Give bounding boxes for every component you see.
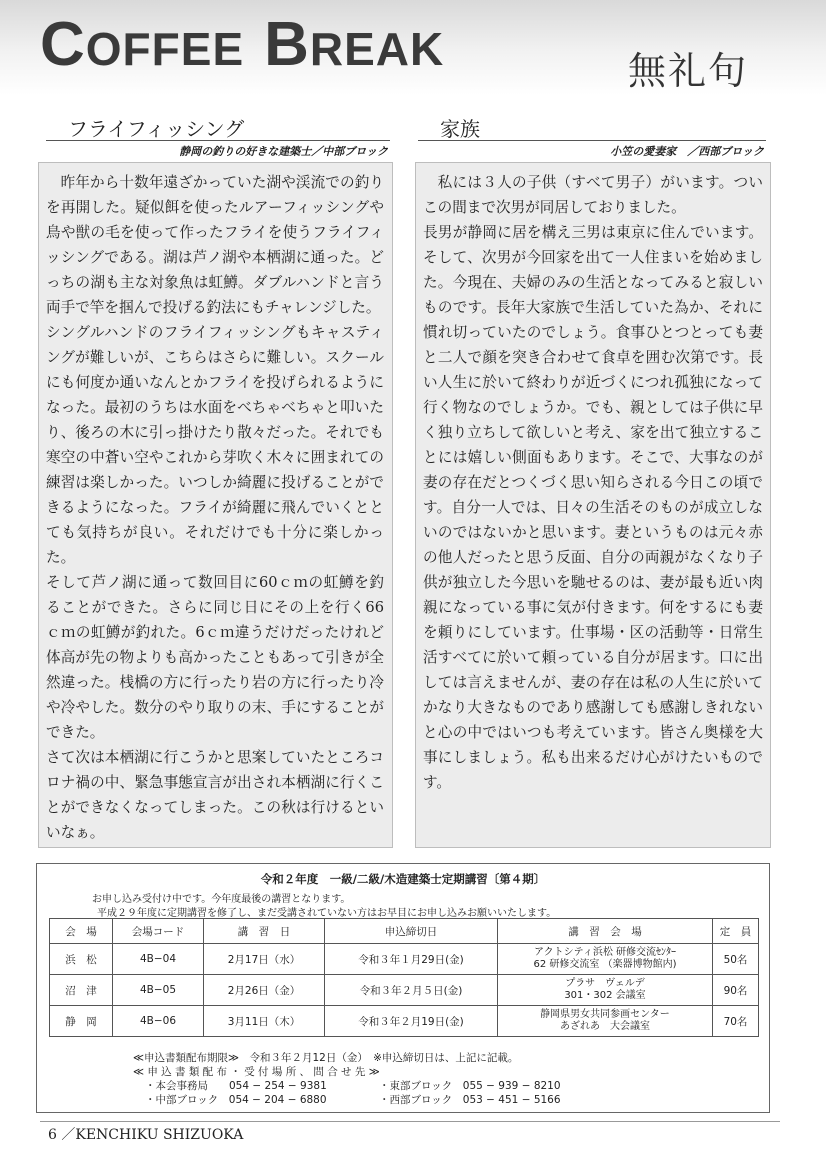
cell-session-date: 3月11日（木） — [204, 1006, 325, 1037]
contact-central-block — [145, 1092, 327, 1107]
table-header-row — [50, 919, 759, 944]
header-venue-code: 会場コード — [113, 919, 204, 944]
table-row — [50, 1006, 759, 1037]
contact-name: ・中部ブロック — [145, 1094, 219, 1106]
contact-name: ・西部ブロック — [379, 1094, 453, 1106]
header-capacity: 定 員 — [713, 919, 759, 944]
brand-word-reak: REAK — [309, 23, 445, 75]
right-title-rule — [418, 140, 766, 141]
header-venue-city: 会 場 — [50, 919, 113, 944]
cell-deadline: 令和３年２月19日(金) — [325, 1006, 498, 1037]
notice-line-2: 平成２９年度に定期講習を修了し、まだ受講されていない方はお早目にお申し込みお願いいたします。 — [97, 908, 557, 919]
contact-name: ・東部ブロック — [379, 1080, 453, 1092]
contact-tel: 055 − 939 − 8210 — [462, 1080, 561, 1092]
distribution-period: ≪申込書類配布期限≫ 令和３年２月12日（金） ※申込締切日は、上記に記載。 — [133, 1052, 519, 1064]
cell-venue-code: 4B−05 — [113, 975, 204, 1006]
page-footer — [48, 1124, 243, 1144]
cell-capacity: 70名 — [713, 1006, 759, 1037]
coffee-break-logo — [40, 10, 445, 79]
contact-name: ・本会事務局 — [145, 1080, 208, 1092]
cell-venue-code: 4B−04 — [113, 944, 204, 975]
places-heading: ≪ 申 込 書 類 配 布 ・ 受 付 場 所 、 問 合 せ 先 ≫ — [133, 1066, 380, 1078]
notice-line-1: お申し込み受付け中です。今年度最後の講習となります。 — [92, 894, 351, 905]
brand-letter-c: C — [40, 10, 86, 79]
hall-line-1: 静岡県男女共同参画センター — [540, 1009, 670, 1020]
contact-east-block — [379, 1078, 561, 1093]
cell-deadline: 令和３年１月29日(金) — [325, 944, 498, 975]
page-header — [0, 0, 826, 95]
header-session-date: 講 習 日 — [204, 919, 325, 944]
contact-head-office — [145, 1078, 327, 1093]
left-paragraph-2: シングルハンドのフライフィッシングもキャスティングが難しいが、こちらはさらに難しい。スクールにも何度か通いなんとかフライを投げられるようになった。最初のうちは水面をべちゃべちゃと叩いたり、後ろの木に引っ掛けたり散々だった。それでも寒空の中蒼い空やこれから芽吹く木々に囲まれての練習は楽しかった。いつしか綺麗に投げることができるようになった。フライが綺麗に飛んでいくととても気持ちが良い。それだけでも十分に楽しかった。 — [46, 324, 384, 566]
left-paragraph-3: そして芦ノ湖に通って数回目に60ｃｍの虹鱒を釣ることができた。さらに同じ日にその上を行く66ｃｍの虹鱒が釣れた。6ｃｍ違うだけだったけれど体高が先の物よりも高かったこともあって引きが全然違った。桟橋の方に行ったり岩の方に行ったり冷や冷やした。数分のやり取りの末、手にすることができた。 — [46, 574, 384, 741]
seminar-notice — [36, 863, 770, 1113]
left-article-author: 静岡の釣りの好きな建築士／中部ブロック — [179, 145, 388, 158]
left-title-rule — [46, 140, 390, 141]
brand-letter-b: B — [264, 10, 310, 79]
cell-hall — [498, 944, 713, 975]
table-row — [50, 944, 759, 975]
right-article-body — [423, 170, 763, 795]
cell-venue-city: 浜 松 — [50, 944, 113, 975]
cell-venue-code: 4B−06 — [113, 1006, 204, 1037]
page-number: 6 — [48, 1127, 57, 1143]
hall-line-2: 62 研修交流室 （楽器博物館内) — [533, 959, 677, 970]
left-article-body — [46, 170, 384, 845]
cell-venue-city: 静 岡 — [50, 1006, 113, 1037]
hall-line-2: あざれあ 大会議室 — [560, 1021, 650, 1032]
hall-line-2: 301・302 会議室 — [564, 990, 646, 1001]
contact-tel: 054 − 204 − 6880 — [228, 1094, 327, 1106]
cell-session-date: 2月26日（金） — [204, 975, 325, 1006]
table-row — [50, 975, 759, 1006]
cell-capacity: 50名 — [713, 944, 759, 975]
contact-west-block — [379, 1092, 561, 1107]
cell-hall — [498, 975, 713, 1006]
cell-hall — [498, 1006, 713, 1037]
contact-tel: 054 − 254 − 9381 — [229, 1080, 327, 1092]
right-article-author: 小笠の愛妻家 ／西部ブロック — [610, 145, 764, 158]
left-paragraph-1: 昨年から十数年遠ざかっていた湖や渓流での釣りを再開した。疑似餌を使ったルアーフィッシングや鳥や獣の毛を使って作ったフライを使うフライフィッシングである。湖は芦ノ湖や本栖湖に通った。どっちの湖も主な対象魚は虹鱒。ダブルハンドと言う両手で竿を掴んで投げる釣法にもチャレンジした。 — [46, 174, 384, 316]
hall-line-1: プラサ ヴェルデ — [565, 978, 645, 989]
schedule-table — [49, 918, 759, 1037]
cell-venue-city: 沼 津 — [50, 975, 113, 1006]
footer-rule — [40, 1121, 780, 1122]
notice-title: 令和２年度 一級/二級/木造建築士定期講習〔第４期〕 — [260, 872, 546, 886]
header-deadline: 申込締切日 — [325, 919, 498, 944]
cell-session-date: 2月17日（水） — [204, 944, 325, 975]
cell-capacity: 90名 — [713, 975, 759, 1006]
contact-tel: 053 − 451 − 5166 — [462, 1094, 561, 1106]
left-article-title: フライフィッシング — [68, 117, 245, 141]
hall-line-1: アクトシティ浜松 研修交流ｾﾝﾀｰ — [533, 947, 677, 958]
right-article-title: 家族 — [440, 117, 480, 141]
brand-word-offee: OFFEE — [85, 23, 245, 75]
publication-name: ／KENCHIKU SHIZUOKA — [61, 1127, 244, 1143]
right-paragraph-2: 長男が静岡に居を構え三男は東京に住んでいます。そして、次男が今回家を出て一人住まいを始めました。今現在、夫婦のみの生活となってみると寂しいものです。長年大家族で生活していた為か、それに慣れ切っていたのでしょう。食事ひとつとっても妻と二人で顔を突き合わせて食卓を囲む次第です。長い人生に於いて終わりが近づくにつれ孤独になって行く物なのでしょうか。でも、親としては子供に早く独り立ちして欲しいと考え、家を出て独立することには嬉しい側面もあります。そこで、大事なのが妻の存在だとつくづく思い知らされる今日この頃です。自分一人では、日々の生活そのものが成立しないのではないかと思います。妻というものは元々赤の他人だったと思う反面、自分の両親がなくなり子供が独立した今思いを馳せるのは、妻が最も近い肉親になっている事に気が付きます。何をするにも妻を頼りにしています。仕事場・区の活動等・日常生活すべてに於いて頼っている自分が居ます。口に出しては言えませんが、妻の存在は私の人生に於いてかなり大きなものであり感謝しても感謝しきれないと心の中ではいつも考えています。皆さん奥様を大事にしましょう。私も出来るだけ心がけたいものです。 — [423, 224, 763, 791]
left-paragraph-4: さて次は本栖湖に行こうかと思案していたところコロナ禍の中、緊急事態宣言が出され本栖湖に行くことができなくなってしまった。この秋は行けるといいなぁ。 — [46, 749, 384, 841]
header-hall: 講 習 会 場 — [498, 919, 713, 944]
section-tagline: 無礼句 — [628, 49, 749, 93]
cell-deadline: 令和３年２月５日(金) — [325, 975, 498, 1006]
right-paragraph-1: 私には３人の子供（すべて男子）がいます。ついこの間まで次男が同居しておりました。 — [423, 174, 763, 216]
